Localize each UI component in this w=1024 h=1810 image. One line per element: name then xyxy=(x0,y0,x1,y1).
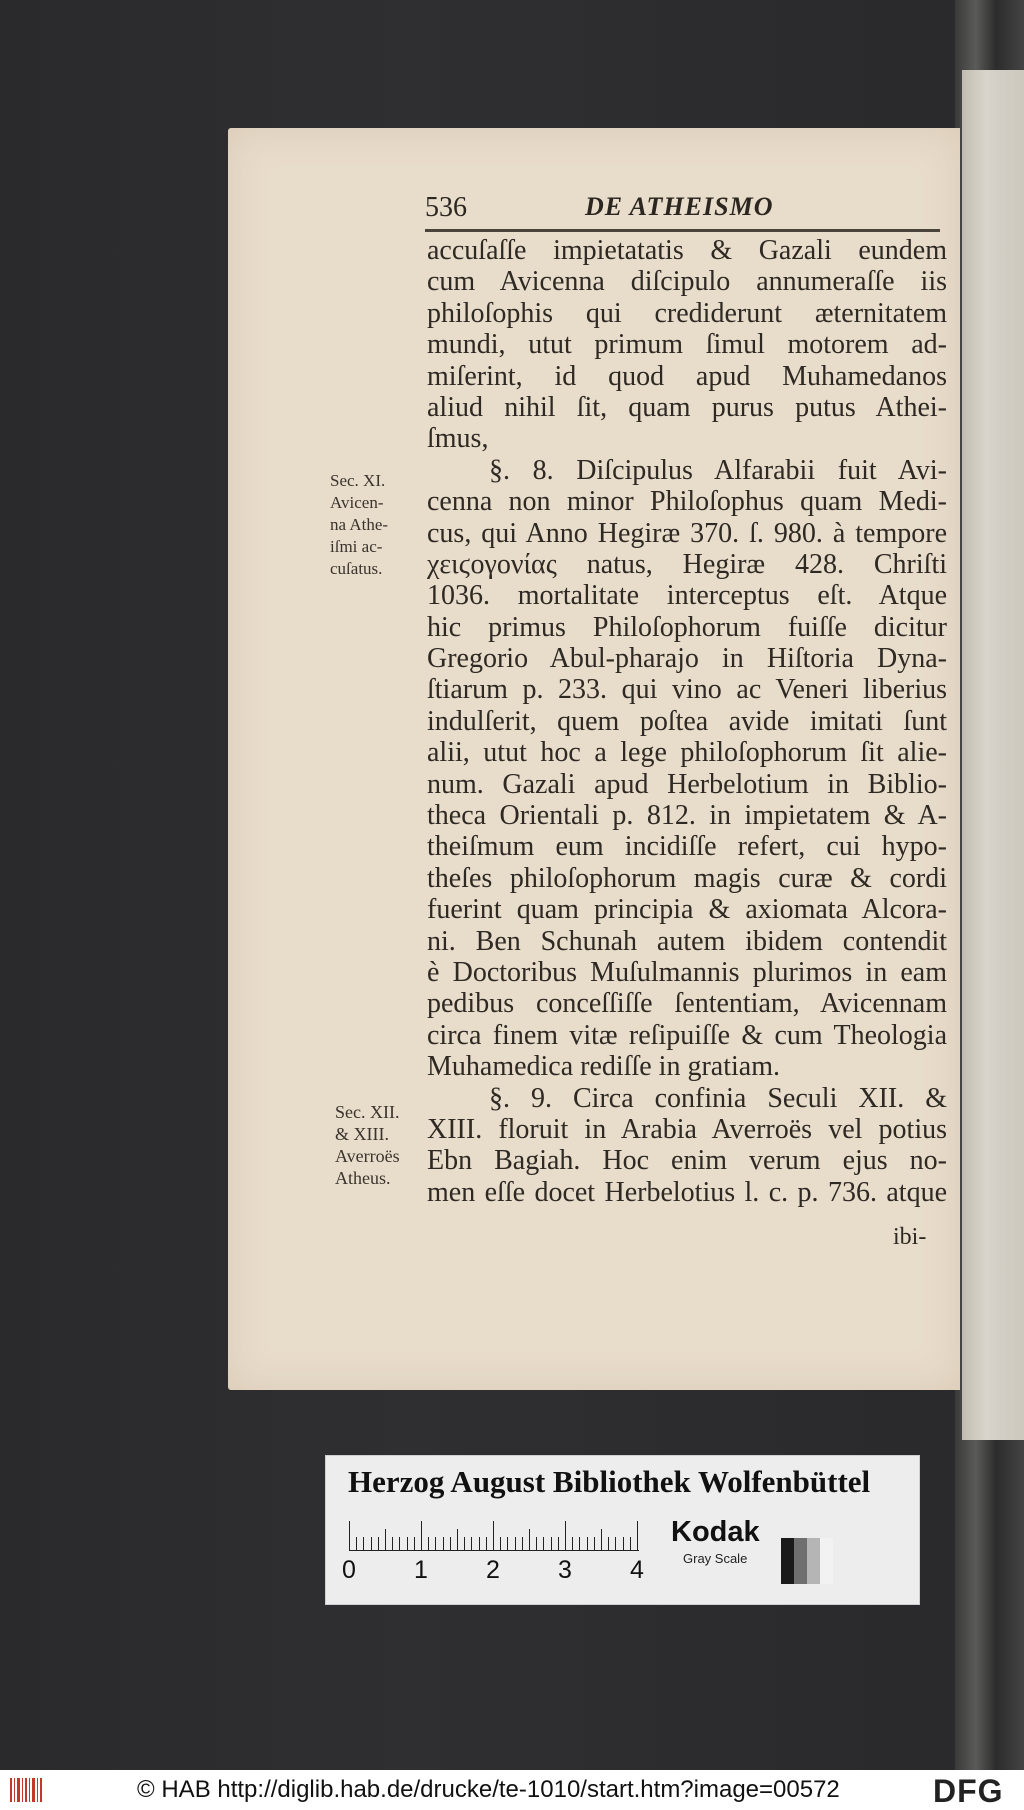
text-line: è Doctoribus Muſulmannis plurimos in eam xyxy=(427,956,947,988)
text-line: Muhamedica rediſſe in gratiam. xyxy=(427,1051,780,1083)
footer-bar xyxy=(0,1770,1024,1810)
text-line: circa finem vitæ reſipuiſſe & cum Theologia xyxy=(427,1019,947,1051)
ruler-tick xyxy=(479,1537,480,1551)
scale-label: 4 xyxy=(630,1556,644,1584)
text-line: hic primus Philoſophorum fuiſſe dicitur xyxy=(427,611,947,643)
ruler-tick xyxy=(428,1537,429,1551)
text-line: cenna non minor Philoſophus quam Medi- xyxy=(427,486,947,518)
text-line: aliud nihil ſit, quam purus putus Athei- xyxy=(427,391,947,423)
text-line: theiſmum eum incidiſſe refert, cui hypo- xyxy=(427,831,947,863)
scale-label: 2 xyxy=(486,1556,500,1584)
ruler-tick xyxy=(594,1537,595,1551)
text-line: cus, qui Anno Hegiræ 370. ſ. 980. à tempore xyxy=(427,517,947,549)
ruler-tick xyxy=(371,1537,372,1551)
marginal-line: Avicen- xyxy=(330,493,384,512)
text-line: ni. Ben Schunah autem ibidem contendit xyxy=(427,925,947,957)
catchword: ibi- xyxy=(893,1224,927,1250)
marginal-note-averroes xyxy=(335,1101,400,1189)
ruler-tick xyxy=(356,1537,357,1551)
text-line: Ebn Bagiah. Hoc enim verum ejus no- xyxy=(427,1145,947,1177)
ruler-tick xyxy=(630,1537,631,1551)
header-rule xyxy=(425,229,940,232)
marginal-line: Atheus. xyxy=(335,1168,391,1188)
ruler-tick xyxy=(414,1537,415,1551)
marginal-line: & XIII. xyxy=(335,1124,389,1144)
marginal-note-avicenna xyxy=(330,470,388,580)
ruler-tick xyxy=(349,1521,350,1551)
dfg-logo: DFG xyxy=(933,1773,1004,1809)
marginal-line: Averroës xyxy=(335,1146,400,1166)
ruler-tick xyxy=(579,1537,580,1551)
kodak-logo: Kodak xyxy=(671,1516,760,1548)
ruler-tick xyxy=(421,1521,422,1551)
library-name: Herzog August Bibliothek Wolfenbüttel xyxy=(348,1464,871,1499)
library-color-card xyxy=(325,1455,920,1605)
text-line: Gregorio Abul-pharajo in Hiſtoria Dyna- xyxy=(427,643,947,675)
ruler-tick xyxy=(450,1537,451,1551)
ruler-tick xyxy=(601,1529,602,1551)
scale-label: 3 xyxy=(558,1556,572,1584)
text-line: §. 9. Circa confinia Seculi XII. & xyxy=(489,1082,947,1114)
running-title: DE ATHEISMO xyxy=(585,192,774,221)
ruler-tick xyxy=(565,1521,566,1551)
ruler-tick xyxy=(529,1529,530,1551)
ruler-tick xyxy=(378,1537,379,1551)
ruler-tick xyxy=(615,1537,616,1551)
ruler-tick xyxy=(587,1537,588,1551)
ruler-tick xyxy=(363,1537,364,1551)
page-number: 536 xyxy=(425,192,467,223)
marginal-line: na Athe- xyxy=(330,515,389,534)
text-line: theca Orientali p. 812. in impietatem & A- xyxy=(427,800,947,832)
ruler-tick xyxy=(399,1537,400,1551)
marginal-line: Sec. XII. xyxy=(335,1102,400,1122)
scale-label: 1 xyxy=(414,1556,428,1584)
marginal-line: cuſatus. xyxy=(330,559,383,578)
text-line: cum Avicenna diſcipulo annumeraſſe iis xyxy=(427,266,947,298)
ruler-tick xyxy=(507,1537,508,1551)
ruler-tick xyxy=(608,1537,609,1551)
text-line: alii, utut hoc a lege philoſophorum ſit alie- xyxy=(427,737,947,769)
gray-swatch xyxy=(781,1538,833,1584)
text-line: num. Gazali apud Herbelotium in Biblio- xyxy=(427,768,947,800)
ruler-tick xyxy=(558,1537,559,1551)
ruler-tick xyxy=(471,1537,472,1551)
text-line: miſerint, id quod apud Muhamedanos xyxy=(427,360,947,392)
ruler-tick xyxy=(515,1537,516,1551)
ruler-tick xyxy=(457,1529,458,1551)
adjacent-page-strip xyxy=(962,70,1024,1440)
footer-url[interactable]: © HAB http://diglib.hab.de/drucke/te-1010/start.htm?image=00572 xyxy=(137,1776,840,1803)
text-line: χειϛογονίας natus, Hegiræ 428. Chriſti xyxy=(427,548,947,580)
text-line: men eſſe docet Herbelotius l. c. p. 736. atque xyxy=(427,1176,947,1208)
text-line: fuerint quam principia & axiomata Alcora- xyxy=(427,894,947,926)
ruler-tick xyxy=(435,1537,436,1551)
marginal-line: Sec. XI. xyxy=(330,471,386,490)
hab-barcode-icon xyxy=(10,1776,44,1804)
text-line: indulſerit, quem poſtea avide imitati ſunt xyxy=(427,705,947,737)
text-line: philoſophis qui crediderunt æternitatem xyxy=(427,297,947,329)
scale-ruler xyxy=(349,1519,639,1551)
ruler-tick xyxy=(392,1537,393,1551)
scale-labels xyxy=(342,1556,662,1586)
marginal-line: iſmi ac- xyxy=(330,537,383,556)
ruler-tick xyxy=(385,1529,386,1551)
ruler-tick xyxy=(543,1537,544,1551)
text-line: XIII. floruit in Arabia Averroës vel potius xyxy=(427,1113,947,1145)
page-text xyxy=(427,235,947,1208)
ruler-tick xyxy=(522,1537,523,1551)
text-line: ſmus, xyxy=(427,423,489,455)
ruler-tick xyxy=(623,1537,624,1551)
text-line: accuſaſſe impietatatis & Gazali eundem xyxy=(427,235,947,266)
ruler-tick xyxy=(536,1537,537,1551)
text-line: 1036. mortalitate interceptus eſt. Atque xyxy=(427,580,947,612)
scale-label: 0 xyxy=(342,1556,356,1584)
ruler-tick xyxy=(637,1521,638,1551)
ruler-tick xyxy=(493,1521,494,1551)
ruler-tick xyxy=(443,1537,444,1551)
text-line: §. 8. Diſcipulus Alfarabii fuit Avi- xyxy=(489,454,947,486)
ruler-tick xyxy=(572,1537,573,1551)
page-header xyxy=(425,192,945,232)
ruler-tick xyxy=(464,1537,465,1551)
text-line: mundi, utut primum ſimul motorem ad- xyxy=(427,329,947,361)
text-line: ſtiarum p. 233. qui vino ac Veneri liberius xyxy=(427,674,947,706)
ruler-tick xyxy=(486,1537,487,1551)
text-line: theſes philoſophorum magis curæ & cordi xyxy=(427,862,947,894)
ruler-tick xyxy=(500,1537,501,1551)
ruler-tick xyxy=(407,1537,408,1551)
ruler-tick xyxy=(551,1537,552,1551)
text-line: pedibus conceſſiſſe ſententiam, Avicennam xyxy=(427,988,947,1020)
gray-scale-label: Gray Scale xyxy=(683,1551,748,1566)
